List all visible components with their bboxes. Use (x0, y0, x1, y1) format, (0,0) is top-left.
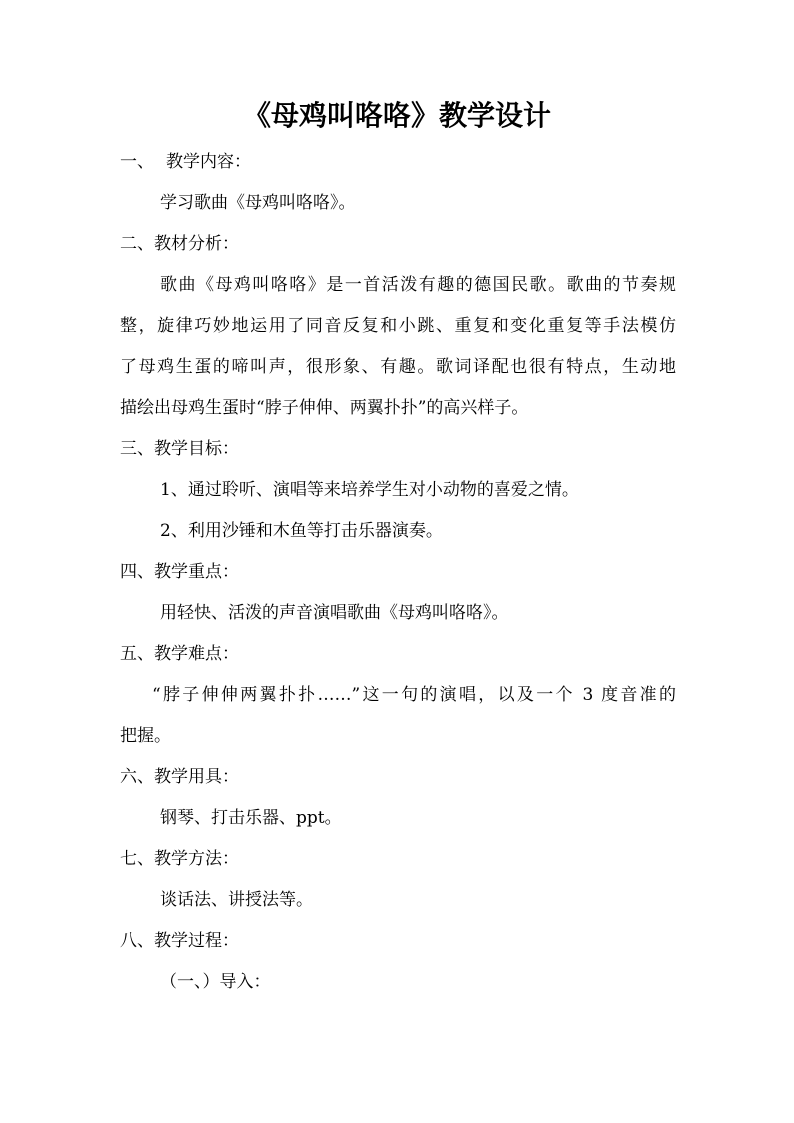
document-title: 《母鸡叫咯咯》教学设计 (242, 99, 551, 132)
process-sub-heading-1: （一、）导入： (160, 972, 271, 992)
section-number: 一、 (120, 152, 154, 172)
goal-item-1: 1、通过聆听、演唱等来培养学生对小动物的喜爱之情。 (160, 480, 579, 500)
section-heading-key-points: 四、教学重点： (120, 562, 239, 582)
section-heading-tools: 六、教学用具： (120, 767, 239, 787)
difficulties-line-1: “脖子伸伸两翼扑扑……”这一句的演唱，以及一个 3 度音准的 (152, 685, 676, 705)
difficulties-line-2: 把握。 (120, 726, 171, 746)
goal-item-2: 2、利用沙锤和木鱼等打击乐器演奏。 (160, 521, 443, 541)
section-heading-text: 教学内容： (166, 152, 251, 172)
section-heading-process: 八、教学过程： (120, 931, 239, 951)
section-heading-methods: 七、教学方法： (120, 849, 239, 869)
analysis-line-4: 描绘出母鸡生蛋时“脖子伸伸、两翼扑扑”的高兴样子。 (120, 398, 529, 418)
analysis-line-3: 了母鸡生蛋的啼叫声，很形象、有趣。歌词译配也很有特点，生动地 (120, 357, 676, 377)
section-heading-goals: 三、教学目标： (120, 439, 239, 459)
key-points-body: 用轻快、活泼的声音演唱歌曲《母鸡叫咯咯》。 (160, 603, 509, 623)
analysis-line-1: 歌曲《母鸡叫咯咯》是一首活泼有趣的德国民歌。歌曲的节奏规 (160, 275, 676, 295)
section-body-content: 学习歌曲《母鸡叫咯咯》。 (160, 193, 356, 213)
tools-body: 钢琴、打击乐器、ppt。 (160, 808, 342, 828)
analysis-line-2: 整，旋律巧妙地运用了同音反复和小跳、重复和变化重复等手法模仿 (120, 316, 676, 336)
methods-body: 谈话法、讲授法等。 (160, 890, 313, 910)
section-heading-difficulties: 五、教学难点： (120, 644, 239, 664)
section-heading-analysis: 二、教材分析： (120, 234, 239, 254)
section-heading-content (120, 150, 251, 174)
